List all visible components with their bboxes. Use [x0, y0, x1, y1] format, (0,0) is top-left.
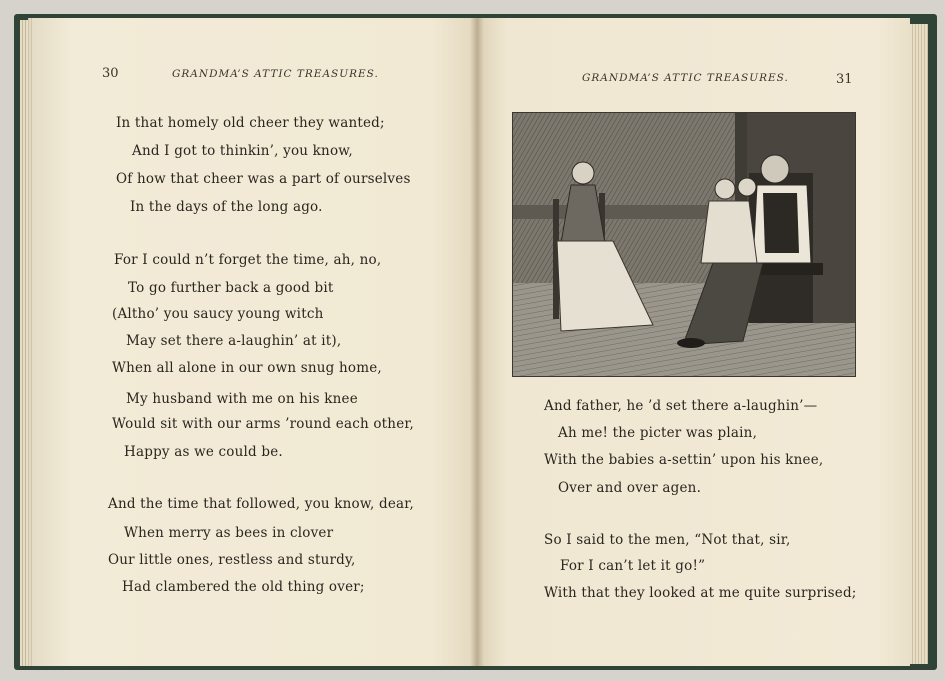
running-head-left: GRANDMA’S ATTIC TREASURES.	[172, 68, 379, 80]
poem-line: For I could n’t forget the time, ah, no,	[114, 252, 382, 268]
right-page-edges	[910, 24, 928, 664]
poem-line: Had clambered the old thing over;	[122, 579, 365, 595]
left-page-edges	[20, 20, 28, 666]
poem-line: With that they looked at me quite surprised;	[544, 585, 857, 601]
poem-line: And the time that followed, you know, dear,	[108, 496, 414, 512]
poem-line: Our little ones, restless and sturdy,	[108, 552, 356, 568]
poem-line: So I said to the men, “Not that, sir,	[544, 532, 791, 548]
poem-line: And I got to thinkin’, you know,	[132, 143, 353, 159]
page-number-right: 31	[836, 72, 853, 87]
poem-line: Over and over agen.	[558, 480, 702, 496]
poem-line: For I can’t let it go!”	[560, 558, 706, 574]
poem-line: (Altho’ you saucy young witch	[112, 306, 324, 322]
poem-line: In the days of the long ago.	[130, 199, 323, 215]
poem-line: Would sit with our arms ’round each other,	[112, 416, 415, 432]
poem-line: When all alone in our own snug home,	[112, 360, 382, 376]
poem-line: Happy as we could be.	[124, 444, 283, 460]
poem-line: Of how that cheer was a part of ourselves	[116, 171, 411, 187]
poem-line: When merry as bees in clover	[124, 525, 334, 541]
poem-line: Ah me! the picter was plain,	[558, 425, 758, 441]
poem-line: With the babies a-settin’ upon his knee,	[544, 452, 824, 468]
poem-line: And father, he ’d set there a-laughin’—	[544, 398, 818, 414]
illustration-engraving	[512, 112, 856, 377]
running-head-right: GRANDMA’S ATTIC TREASURES.	[582, 72, 789, 84]
engraving-art	[513, 113, 855, 376]
poem-line: To go further back a good bit	[128, 280, 334, 296]
poem-line: In that homely old cheer they wanted;	[116, 115, 385, 131]
book-gutter	[470, 18, 484, 666]
page-number-left: 30	[102, 66, 119, 81]
poem-line: May set there a-laughin’ at it),	[126, 333, 342, 349]
poem-line: My husband with me on his knee	[126, 391, 358, 407]
